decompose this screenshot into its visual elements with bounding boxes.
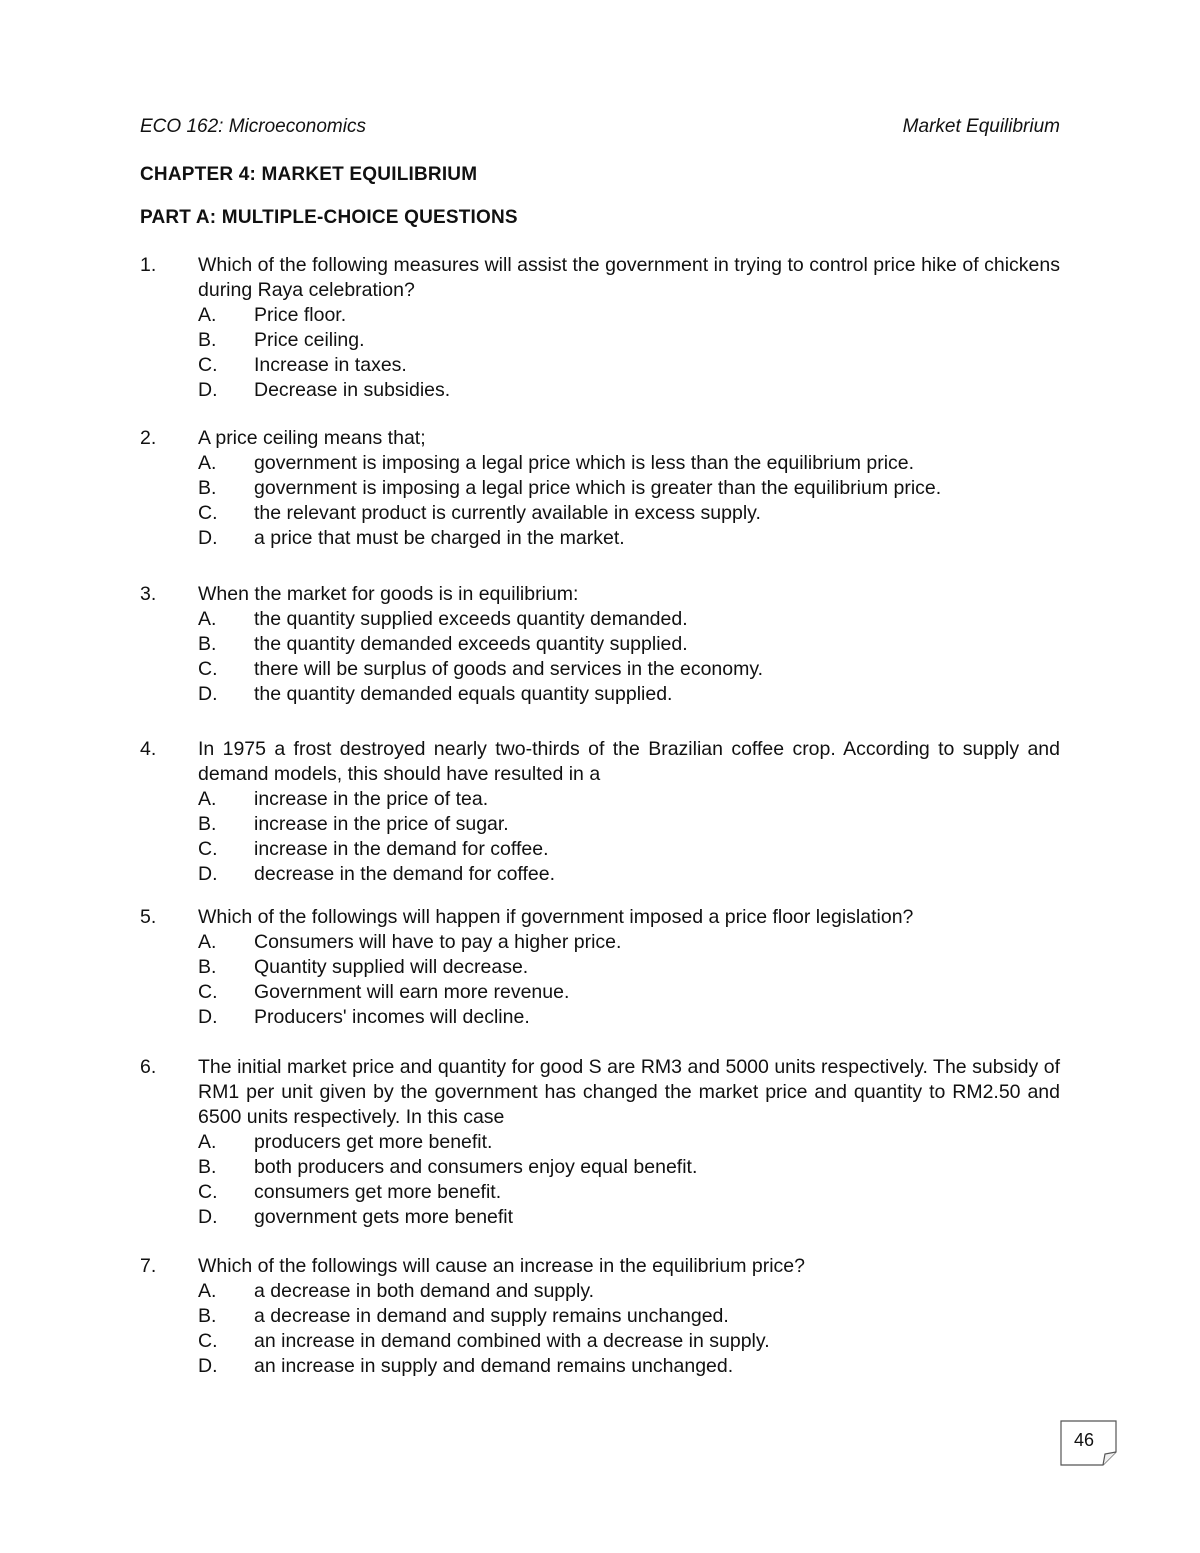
option-letter: B. bbox=[198, 956, 217, 978]
answer-option bbox=[198, 526, 1060, 551]
option-letter: C. bbox=[198, 1181, 218, 1203]
answer-option bbox=[198, 837, 1060, 862]
option-text: increase in the demand for coffee. bbox=[254, 838, 549, 860]
option-text: Quantity supplied will decrease. bbox=[254, 956, 529, 978]
answer-option bbox=[198, 632, 1060, 657]
option-letter: C. bbox=[198, 502, 218, 524]
answer-option bbox=[198, 607, 1060, 632]
question-number: 4. bbox=[140, 738, 157, 760]
answer-option bbox=[198, 476, 1060, 501]
answer-option bbox=[198, 501, 1060, 526]
option-letter: A. bbox=[198, 452, 217, 474]
answer-option bbox=[198, 812, 1060, 837]
answer-option bbox=[198, 353, 1060, 378]
answer-option bbox=[198, 1304, 1060, 1329]
question-number: 3. bbox=[140, 583, 157, 605]
option-letter: D. bbox=[198, 863, 218, 885]
question bbox=[140, 253, 1060, 403]
question-number: 7. bbox=[140, 1255, 157, 1277]
option-text: the quantity demanded exceeds quantity supplied. bbox=[254, 633, 688, 655]
option-letter: D. bbox=[198, 527, 218, 549]
option-letter: A. bbox=[198, 1131, 217, 1153]
option-letter: A. bbox=[198, 931, 217, 953]
option-text: a decrease in both demand and supply. bbox=[254, 1280, 595, 1302]
question-text: The initial market price and quantity for good S are RM3 and 5000 units respectively. The subsidy of RM1 per unit given by the government has changed the market price and quantity to RM2.50 and 6500 units respectively. In this case bbox=[198, 1056, 1060, 1128]
answer-option bbox=[198, 328, 1060, 353]
option-letter: D. bbox=[198, 1006, 218, 1028]
answer-option bbox=[198, 1354, 1060, 1379]
option-text: Price ceiling. bbox=[254, 329, 365, 351]
header-course-title: ECO 162: Microeconomics bbox=[140, 116, 366, 137]
answer-option bbox=[198, 1005, 1060, 1030]
question-text: In 1975 a frost destroyed nearly two-thirds of the Brazilian coffee crop. According to supply and demand models, this should have resulted in a bbox=[198, 738, 1060, 785]
option-text: a decrease in demand and supply remains unchanged. bbox=[254, 1305, 729, 1327]
question-number: 2. bbox=[140, 427, 157, 449]
question-text: Which of the followings will cause an increase in the equilibrium price? bbox=[198, 1255, 805, 1277]
option-text: an increase in supply and demand remains unchanged. bbox=[254, 1355, 734, 1377]
option-letter: B. bbox=[198, 1156, 217, 1178]
option-text: an increase in demand combined with a decrease in supply. bbox=[254, 1330, 770, 1352]
option-letter: D. bbox=[198, 1206, 218, 1228]
question bbox=[140, 1254, 1060, 1379]
question-text: When the market for goods is in equilibrium: bbox=[198, 583, 579, 605]
header-topic-title: Market Equilibrium bbox=[902, 116, 1060, 137]
answer-option bbox=[198, 1329, 1060, 1354]
option-letter: C. bbox=[198, 838, 218, 860]
answer-option bbox=[198, 862, 1060, 887]
question bbox=[140, 905, 1060, 1030]
page-number: 46 bbox=[1074, 1430, 1095, 1450]
question bbox=[140, 426, 1060, 551]
question bbox=[140, 582, 1060, 707]
answer-option bbox=[198, 657, 1060, 682]
option-letter: C. bbox=[198, 981, 218, 1003]
option-text: Decrease in subsidies. bbox=[254, 379, 451, 401]
option-text: government is imposing a legal price which is greater than the equilibrium price. bbox=[254, 477, 942, 499]
question-text: A price ceiling means that; bbox=[198, 427, 426, 449]
option-text: Price floor. bbox=[254, 304, 347, 326]
option-letter: A. bbox=[198, 608, 217, 630]
question-number: 1. bbox=[140, 254, 157, 276]
answer-option bbox=[198, 378, 1060, 403]
answer-option bbox=[198, 303, 1060, 328]
option-text: consumers get more benefit. bbox=[254, 1181, 502, 1203]
option-letter: C. bbox=[198, 1330, 218, 1352]
option-text: producers get more benefit. bbox=[254, 1131, 493, 1153]
answer-option bbox=[198, 451, 1060, 476]
option-text: the quantity supplied exceeds quantity demanded. bbox=[254, 608, 688, 630]
answer-option bbox=[198, 1130, 1060, 1155]
question-text: Which of the followings will happen if government imposed a price floor legislation? bbox=[198, 906, 914, 928]
answer-option bbox=[198, 1205, 1060, 1230]
option-letter: C. bbox=[198, 658, 218, 680]
option-letter: B. bbox=[198, 329, 217, 351]
answer-option bbox=[198, 787, 1060, 812]
answer-option bbox=[198, 682, 1060, 707]
option-text: the quantity demanded equals quantity supplied. bbox=[254, 683, 673, 705]
answer-option bbox=[198, 1180, 1060, 1205]
part-title: PART A: MULTIPLE-CHOICE QUESTIONS bbox=[140, 207, 518, 228]
option-letter: B. bbox=[198, 477, 217, 499]
option-letter: A. bbox=[198, 304, 217, 326]
question bbox=[140, 737, 1060, 887]
option-text: Increase in taxes. bbox=[254, 354, 407, 376]
answer-option bbox=[198, 930, 1060, 955]
option-letter: A. bbox=[198, 788, 217, 810]
option-text: government is imposing a legal price which is less than the equilibrium price. bbox=[254, 452, 915, 474]
option-letter: D. bbox=[198, 683, 218, 705]
answer-option bbox=[198, 1279, 1060, 1304]
option-text: both producers and consumers enjoy equal benefit. bbox=[254, 1156, 698, 1178]
question-number: 6. bbox=[140, 1056, 157, 1078]
option-text: Government will earn more revenue. bbox=[254, 981, 570, 1003]
option-letter: D. bbox=[198, 1355, 218, 1377]
option-text: decrease in the demand for coffee. bbox=[254, 863, 556, 885]
option-text: Consumers will have to pay a higher price. bbox=[254, 931, 622, 953]
option-letter: B. bbox=[198, 633, 217, 655]
question-text: Which of the following measures will assist the government in trying to control price hike of chickens during Raya celebration? bbox=[198, 254, 1060, 301]
option-letter: A. bbox=[198, 1280, 217, 1302]
option-letter: C. bbox=[198, 354, 218, 376]
option-letter: B. bbox=[198, 813, 217, 835]
option-text: increase in the price of sugar. bbox=[254, 813, 509, 835]
option-letter: B. bbox=[198, 1305, 217, 1327]
option-letter: D. bbox=[198, 379, 218, 401]
option-text: increase in the price of tea. bbox=[254, 788, 489, 810]
answer-option bbox=[198, 980, 1060, 1005]
option-text: government gets more benefit bbox=[254, 1206, 514, 1228]
answer-option bbox=[198, 955, 1060, 980]
question-number: 5. bbox=[140, 906, 157, 928]
page-number-box bbox=[1060, 1420, 1116, 1464]
option-text: Producers' incomes will decline. bbox=[254, 1006, 530, 1028]
question bbox=[140, 1055, 1060, 1230]
answer-option bbox=[198, 1155, 1060, 1180]
option-text: the relevant product is currently available in excess supply. bbox=[254, 502, 761, 524]
chapter-title: CHAPTER 4: MARKET EQUILIBRIUM bbox=[140, 164, 478, 185]
option-text: a price that must be charged in the market. bbox=[254, 527, 625, 549]
option-text: there will be surplus of goods and services in the economy. bbox=[254, 658, 764, 680]
